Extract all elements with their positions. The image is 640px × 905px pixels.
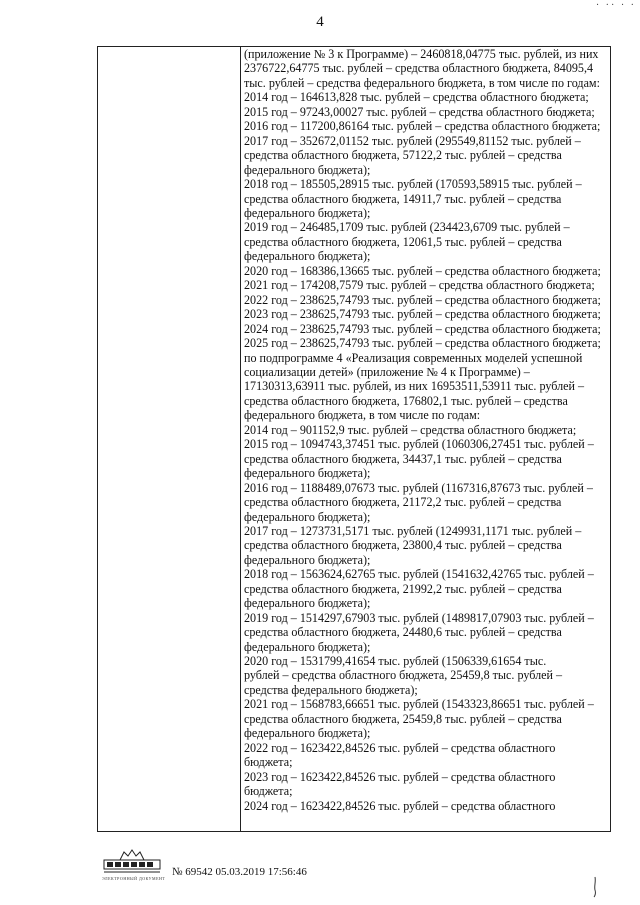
text-line: 2015 год – 1094743,37451 тыс. рублей (1060306,27451 тыс. рублей – bbox=[244, 437, 594, 452]
text-line: 2022 год – 238625,74793 тыс. рублей – средства областного бюджета; bbox=[244, 292, 601, 307]
text-line: федерального бюджета); bbox=[244, 249, 371, 264]
text-line: 2014 год – 901152,9 тыс. рублей – средства областного бюджета; bbox=[244, 422, 577, 437]
text-line: 17130313,63911 тыс. рублей, из них 16953511,53911 тыс. рублей – bbox=[244, 379, 585, 394]
text-line: федерального бюджета); bbox=[244, 639, 371, 654]
text-line: 2020 год – 1531799,41654 тыс. рублей (1506339,61654 тыс. bbox=[244, 654, 547, 669]
text-line: 2023 год – 238625,74793 тыс. рублей – средства областного бюджета; bbox=[244, 307, 601, 322]
text-line: по подпрограмме 4 «Реализация современных моделей успешной bbox=[244, 350, 583, 365]
text-line: тыс. рублей – средства федерального бюджета, в том числе по годам: bbox=[244, 75, 600, 90]
table-left-cell bbox=[98, 46, 241, 831]
text-line: федерального бюджета); bbox=[244, 596, 371, 611]
document-table bbox=[97, 46, 611, 832]
text-line: федерального бюджета); bbox=[244, 509, 371, 524]
text-line: 2014 год – 164613,828 тыс. рублей – средства областного бюджета; bbox=[244, 90, 589, 105]
text-line: средства областного бюджета, 34437,1 тыс. рублей – средства bbox=[244, 451, 562, 466]
text-line: 2015 год – 97243,00027 тыс. рублей – средства областного бюджета; bbox=[244, 104, 595, 119]
text-line: средства областного бюджета, 14911,7 тыс. рублей – средства bbox=[244, 191, 562, 206]
text-line: 2022 год – 1623422,84526 тыс. рублей – средства областного bbox=[244, 740, 556, 755]
text-line: бюджета; bbox=[244, 784, 293, 799]
text-line: 2020 год – 168386,13665 тыс. рублей – средства областного бюджета; bbox=[244, 263, 601, 278]
text-line: федерального бюджета); bbox=[244, 205, 371, 220]
footer bbox=[100, 848, 520, 888]
text-line: 2024 год – 1623422,84526 тыс. рублей – средства областного bbox=[244, 798, 556, 813]
text-line: 2025 год – 238625,74793 тыс. рублей – средства областного бюджета; bbox=[244, 336, 601, 351]
text-line: 2021 год – 174208,7579 тыс. рублей – средства областного бюджета; bbox=[244, 278, 595, 293]
text-line: 2016 год – 1188489,07673 тыс. рублей (1167316,87673 тыс. рублей – bbox=[244, 480, 593, 495]
text-line: 2018 год – 1563624,62765 тыс. рублей (1541632,42765 тыс. рублей – bbox=[244, 567, 594, 582]
text-line: средства областного бюджета, 23800,4 тыс. рублей – средства bbox=[244, 538, 562, 553]
text-line: средства федерального бюджета); bbox=[244, 682, 418, 697]
text-line: 2017 год – 352672,01152 тыс. рублей (295549,81152 тыс. рублей – bbox=[244, 133, 581, 148]
text-line: 2016 год – 117200,86164 тыс. рублей – средства областного бюджета; bbox=[244, 119, 601, 134]
table-right-cell bbox=[241, 47, 610, 831]
text-line: бюджета; bbox=[244, 755, 293, 770]
text-line: средства областного бюджета, 25459,8 тыс. рублей – средства bbox=[244, 711, 562, 726]
text-line: 2018 год – 185505,28915 тыс. рублей (170593,58915 тыс. рублей – bbox=[244, 177, 582, 192]
text-line: федерального бюджета); bbox=[244, 726, 371, 741]
text-line: рублей – средства областного бюджета, 25459,8 тыс. рублей – bbox=[244, 668, 563, 683]
text-line: 2017 год – 1273731,5171 тыс. рублей (1249931,1171 тыс. рублей – bbox=[244, 523, 582, 538]
text-line: 2376722,64775 тыс. рублей – средства областного бюджета, 84095,4 bbox=[244, 61, 594, 76]
text-line: 2023 год – 1623422,84526 тыс. рублей – средства областного bbox=[244, 769, 556, 784]
text-line: 2024 год – 238625,74793 тыс. рублей – средства областного бюджета; bbox=[244, 321, 601, 336]
text-line: 2019 год – 1514297,67903 тыс. рублей (1489817,07903 тыс. рублей – bbox=[244, 610, 594, 625]
text-line: средства областного бюджета, 24480,6 тыс. рублей – средства bbox=[244, 625, 562, 640]
text-line: 2019 год – 246485,1709 тыс. рублей (234423,6709 тыс. рублей – bbox=[244, 220, 570, 235]
stamp-caption: ЭЛЕКТРОННЫЙ ДОКУМЕНТ bbox=[102, 876, 166, 881]
text-line: (приложение № 3 к Программе) – 2460818,04775 тыс. рублей, из них bbox=[244, 47, 599, 61]
text-line: 2021 год – 1568783,66651 тыс. рублей (1543323,86651 тыс. рублей – bbox=[244, 697, 594, 712]
signature-mark-icon bbox=[591, 876, 599, 898]
text-line: социализации детей» (приложение № 4 к Программе) – bbox=[244, 364, 530, 379]
text-line: средства областного бюджета, 176802,1 тыс. рублей – средства bbox=[244, 393, 568, 408]
text-line: федерального бюджета); bbox=[244, 466, 371, 481]
text-line: средства областного бюджета, 21992,2 тыс. рублей – средства bbox=[244, 581, 562, 596]
text-line: федерального бюджета); bbox=[244, 552, 371, 567]
registration-stamp-icon bbox=[100, 848, 164, 876]
text-line: средства областного бюджета, 21172,2 тыс. рублей – средства bbox=[244, 495, 562, 510]
text-line: федерального бюджета, в том числе по годам: bbox=[244, 408, 481, 423]
scan-artifact-marks: · ·· · · bbox=[595, 0, 636, 11]
document-registration-id: № 69542 05.03.2019 17:56:46 bbox=[172, 866, 307, 878]
text-line: средства областного бюджета, 57122,2 тыс. рублей – средства bbox=[244, 148, 562, 163]
text-line: средства областного бюджета, 12061,5 тыс. рублей – средства bbox=[244, 234, 562, 249]
page-number: 4 bbox=[316, 14, 324, 30]
text-line: федерального бюджета); bbox=[244, 162, 371, 177]
